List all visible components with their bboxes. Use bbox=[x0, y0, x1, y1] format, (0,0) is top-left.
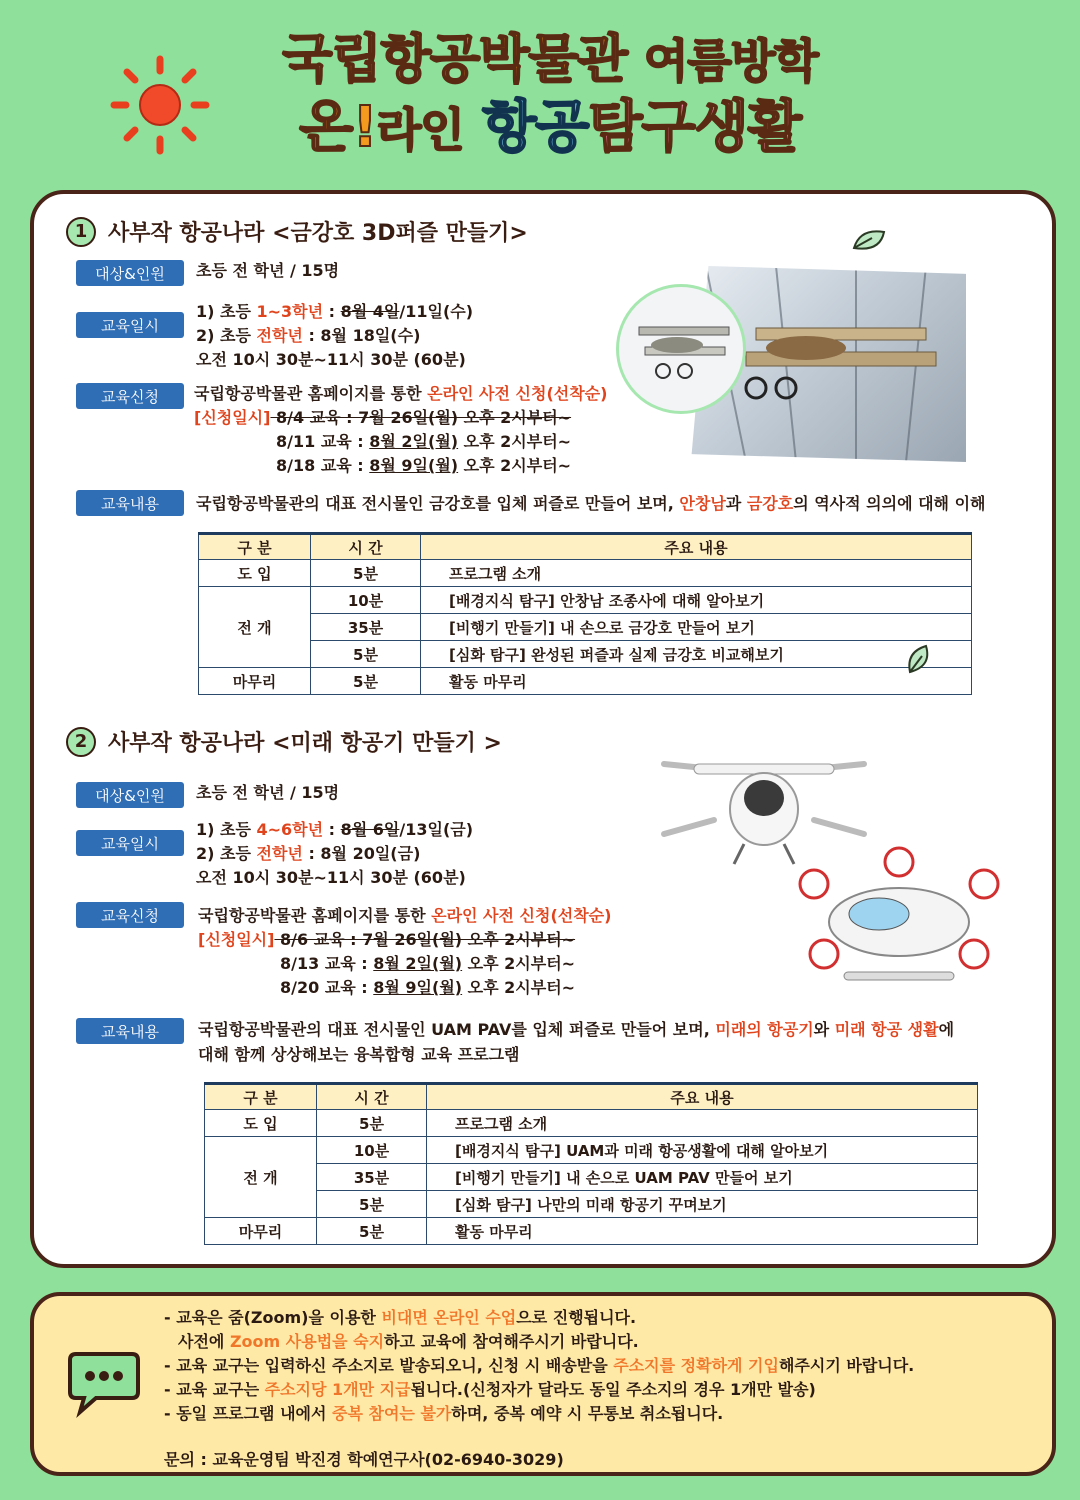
section1-schedule-table bbox=[198, 532, 972, 695]
s2-date1-c: : bbox=[323, 820, 341, 839]
s1-apply4-c: 오후 2시부터~ bbox=[458, 456, 572, 475]
section2-target: 초등 전 학년 / 15명 bbox=[196, 783, 340, 802]
s2-th-phase: 구 분 bbox=[205, 1084, 317, 1110]
notice-line-3 bbox=[164, 1354, 914, 1378]
section2-label-date: 교육일시 bbox=[76, 830, 184, 856]
section2-content-1 bbox=[198, 1018, 954, 1042]
s1-apply1-b: 온라인 사전 신청(선착순) bbox=[427, 384, 608, 403]
s1-apply3-b: 8월 2일(월) bbox=[369, 432, 459, 451]
s1-content-e: 의 역사적 의의에 대해 이해 bbox=[793, 494, 986, 513]
n5-b: 중복 참여는 불가 bbox=[332, 1404, 452, 1423]
s2-content-e: 에 bbox=[938, 1020, 955, 1039]
n2-a: 사전에 bbox=[178, 1332, 230, 1351]
section2-title bbox=[66, 726, 502, 757]
section2-apply-2 bbox=[198, 928, 575, 952]
title-line: 라인 bbox=[376, 103, 464, 157]
s1-r3-desc: [심화 탐구] 완성된 퍼즐과 실제 금강호 비교해보기 bbox=[421, 641, 972, 668]
s1-r4-time: 5분 bbox=[311, 668, 421, 695]
s1-date1-grade: 1~3학년 bbox=[256, 302, 324, 321]
notice-line-1 bbox=[164, 1306, 914, 1330]
table-row bbox=[205, 1218, 978, 1245]
s2-date1-grade: 4~6학년 bbox=[256, 820, 324, 839]
s2-apply1-b: 온라인 사전 신청(선착순) bbox=[431, 906, 612, 925]
title-exploration: 탐구생활 bbox=[588, 95, 801, 160]
notice-contact: 문의 : 교육운영팀 박진경 학예연구사(02-6940-3029) bbox=[164, 1450, 564, 1469]
s1-date2-grade: 전학년 bbox=[256, 326, 303, 345]
chat-bubble-icon bbox=[66, 1346, 142, 1422]
page-title bbox=[250, 28, 850, 165]
s2-date2-grade: 전학년 bbox=[256, 844, 303, 863]
n3-c: 해주시기 바랍니다. bbox=[778, 1356, 915, 1375]
section2-content-2: 대해 함께 상상해보는 융복합형 교육 프로그램 bbox=[198, 1045, 520, 1064]
s2-r0-time: 5분 bbox=[317, 1110, 427, 1137]
table-row bbox=[205, 1164, 978, 1191]
s2-apply3-b: 8월 2일(월) bbox=[373, 954, 463, 973]
section2-date-1 bbox=[196, 818, 473, 842]
table-row bbox=[199, 614, 972, 641]
s1-date2-a: 2) 초등 bbox=[196, 326, 257, 345]
n1-c: 으로 진행됩니다. bbox=[516, 1308, 637, 1327]
s1-r3-time: 5분 bbox=[311, 641, 421, 668]
s2-r1-phase: 전 개 bbox=[205, 1137, 317, 1218]
s1-r1-time: 10분 bbox=[311, 587, 421, 614]
notice-lines bbox=[164, 1306, 914, 1472]
s2-r0-phase: 도 입 bbox=[205, 1110, 317, 1137]
section2-number: 2 bbox=[66, 727, 96, 757]
s2-apply2-b: 8/6 교육 : 7월 26일(월) 오후 2시부터~ bbox=[274, 930, 576, 949]
n1-a: - 교육은 줌(Zoom)을 이용한 bbox=[164, 1308, 382, 1327]
s1-apply3-a: 8/11 교육 : bbox=[276, 432, 370, 451]
notice-line-4 bbox=[164, 1378, 914, 1402]
title-summer: 여름방학 bbox=[643, 34, 818, 88]
section2-label-apply: 교육신청 bbox=[76, 902, 184, 928]
s2-apply4-a: 8/20 교육 : bbox=[280, 978, 374, 997]
pav-model-image bbox=[784, 844, 1014, 1004]
section1-date-1 bbox=[196, 300, 473, 324]
s2-apply3-a: 8/13 교육 : bbox=[280, 954, 374, 973]
n3-a: - 교육 교구는 입력하신 주소지로 발송되오니, 신청 시 배송받을 bbox=[164, 1356, 614, 1375]
title-on: 온! bbox=[299, 95, 377, 160]
s2-content-c: 와 bbox=[813, 1020, 835, 1039]
s1-r2-time: 35분 bbox=[311, 614, 421, 641]
leaf-icon bbox=[904, 642, 934, 676]
s1-th-phase: 구 분 bbox=[199, 534, 311, 560]
table-row bbox=[199, 587, 972, 614]
section1-target: 초등 전 학년 / 15명 bbox=[196, 261, 340, 280]
n4-c: 됩니다.(신청자가 달라도 동일 주소지의 경우 1개만 발송) bbox=[410, 1380, 816, 1399]
s1-apply4-b: 8월 9일(월) bbox=[369, 456, 459, 475]
sun-icon bbox=[110, 55, 210, 155]
notice-line-5 bbox=[164, 1402, 914, 1426]
s1-date1-cancelled: 8월 4일 bbox=[340, 302, 400, 321]
section2-apply-1 bbox=[198, 904, 611, 928]
s2-r2-desc: [비행기 만들기] 내 손으로 UAM PAV 만들어 보기 bbox=[427, 1164, 978, 1191]
s2-date2-c: : 8월 20일(금) bbox=[302, 844, 421, 863]
s2-content-b: 미래의 항공기 bbox=[715, 1020, 814, 1039]
s2-r4-time: 5분 bbox=[317, 1218, 427, 1245]
s2-th-time: 시 간 bbox=[317, 1084, 427, 1110]
leaf-icon bbox=[850, 226, 890, 256]
n1-b: 비대면 온라인 수업 bbox=[381, 1308, 517, 1327]
s1-date1-e: /11일(수) bbox=[399, 302, 474, 321]
s2-r1-desc: [배경지식 탐구] UAM과 미래 항공생활에 대해 알아보기 bbox=[427, 1137, 978, 1164]
s2-content-d: 미래 항공 생활 bbox=[834, 1020, 939, 1039]
title-museum: 국립항공박물관 bbox=[282, 30, 627, 90]
s2-apply4-c: 오후 2시부터~ bbox=[462, 978, 576, 997]
section1-title bbox=[66, 216, 528, 247]
s2-date1-a: 1) 초등 bbox=[196, 820, 257, 839]
s2-date1-e: /13일(금) bbox=[399, 820, 474, 839]
s2-r2-time: 35분 bbox=[317, 1164, 427, 1191]
s1-r4-phase: 마무리 bbox=[199, 668, 311, 695]
s2-r4-phase: 마무리 bbox=[205, 1218, 317, 1245]
s1-content-a: 국립항공박물관의 대표 전시물인 금강호를 입체 퍼즐로 만들어 보며, bbox=[196, 494, 680, 513]
n2-c: 하고 교육에 참여해주시기 바랍니다. bbox=[384, 1332, 639, 1351]
table-row bbox=[199, 641, 972, 668]
notice-line-2 bbox=[164, 1330, 914, 1354]
table-row bbox=[205, 1137, 978, 1164]
s2-th-desc: 주요 내용 bbox=[427, 1084, 978, 1110]
section1-title-text: 사부작 항공나라 <금강호 3D퍼즐 만들기> bbox=[108, 221, 528, 246]
s2-r0-desc: 프로그램 소개 bbox=[427, 1110, 978, 1137]
section2-label-target: 대상&인원 bbox=[76, 782, 184, 808]
biplane-model-bubble bbox=[616, 284, 746, 414]
s1-content-d: 금강호 bbox=[746, 494, 794, 513]
notice-box bbox=[30, 1292, 1056, 1476]
section2-label-content: 교육내용 bbox=[76, 1018, 184, 1044]
section1-number: 1 bbox=[66, 217, 96, 247]
section2-date-2 bbox=[196, 842, 420, 866]
s1-th-time: 시 간 bbox=[311, 534, 421, 560]
s2-date2-a: 2) 초등 bbox=[196, 844, 257, 863]
program-panel bbox=[30, 190, 1056, 1268]
section1-apply-4 bbox=[276, 454, 571, 478]
section1-label-apply: 교육신청 bbox=[76, 383, 184, 409]
s2-r1-time: 10분 bbox=[317, 1137, 427, 1164]
n2-b: Zoom 사용법을 숙지 bbox=[229, 1332, 385, 1351]
section1-label-target: 대상&인원 bbox=[76, 260, 184, 286]
s2-apply2-a: [신청일시] bbox=[198, 930, 275, 949]
s1-content-b: 안창남 bbox=[679, 494, 726, 513]
section2-title-text: 사부작 항공나라 <미래 항공기 만들기 > bbox=[108, 731, 502, 756]
section1-date-3: 오전 10시 30분~11시 30분 (60분) bbox=[196, 350, 466, 369]
title-aviation: 항공 bbox=[482, 95, 589, 160]
section1-apply-1 bbox=[194, 382, 607, 406]
s1-r4-desc: 활동 마무리 bbox=[421, 668, 972, 695]
s1-apply1-a: 국립항공박물관 홈페이지를 통한 bbox=[194, 384, 428, 403]
s2-r3-time: 5분 bbox=[317, 1191, 427, 1218]
s2-r4-desc: 활동 마무리 bbox=[427, 1218, 978, 1245]
section2-schedule-table bbox=[204, 1082, 978, 1245]
s2-content-a: 국립항공박물관의 대표 전시물인 UAM PAV를 입체 퍼즐로 만들어 보며, bbox=[198, 1020, 716, 1039]
s1-content-c: 과 bbox=[725, 494, 747, 513]
s2-date1-cancelled: 8월 6일 bbox=[340, 820, 400, 839]
table-row bbox=[205, 1110, 978, 1137]
n4-b: 주소지당 1개만 지급 bbox=[264, 1380, 411, 1399]
s1-r0-time: 5분 bbox=[311, 560, 421, 587]
s2-apply1-a: 국립항공박물관 홈페이지를 통한 bbox=[198, 906, 432, 925]
s1-r0-desc: 프로그램 소개 bbox=[421, 560, 972, 587]
s1-apply4-a: 8/18 교육 : bbox=[276, 456, 370, 475]
s1-r1-desc: [배경지식 탐구] 안창남 조종사에 대해 알아보기 bbox=[421, 587, 972, 614]
section1-label-date: 교육일시 bbox=[76, 312, 184, 338]
s1-apply2-b: 8/4 교육 : 7월 26일(월) 오후 2시부터~ bbox=[270, 408, 572, 427]
section1-date-2 bbox=[196, 324, 420, 348]
s1-r0-phase: 도 입 bbox=[199, 560, 311, 587]
section1-apply-2 bbox=[194, 406, 571, 430]
s1-r2-desc: [비행기 만들기] 내 손으로 금강호 만들어 보기 bbox=[421, 614, 972, 641]
s1-th-desc: 주요 내용 bbox=[421, 534, 972, 560]
s1-apply2-a: [신청일시] bbox=[194, 408, 271, 427]
s1-r1-phase: 전 개 bbox=[199, 587, 311, 668]
section1-content bbox=[196, 492, 986, 516]
s1-date2-c: : 8월 18일(수) bbox=[302, 326, 421, 345]
n5-a: - 동일 프로그램 내에서 bbox=[164, 1404, 333, 1423]
table-row bbox=[199, 668, 972, 695]
n5-c: 하며, 중복 예약 시 무통보 취소됩니다. bbox=[451, 1404, 724, 1423]
s1-apply3-c: 오후 2시부터~ bbox=[458, 432, 572, 451]
n3-b: 주소지를 정확하게 기입 bbox=[613, 1356, 779, 1375]
section1-label-content: 교육내용 bbox=[76, 490, 184, 516]
n4-a: - 교육 교구는 bbox=[164, 1380, 265, 1399]
section2-apply-4 bbox=[280, 976, 575, 1000]
section1-apply-3 bbox=[276, 430, 571, 454]
table-row bbox=[199, 560, 972, 587]
s2-apply4-b: 8월 9일(월) bbox=[373, 978, 463, 997]
s1-date1-a: 1) 초등 bbox=[196, 302, 257, 321]
section2-date-3: 오전 10시 30분~11시 30분 (60분) bbox=[196, 868, 466, 887]
section2-apply-3 bbox=[280, 952, 575, 976]
table-row bbox=[205, 1191, 978, 1218]
s1-date1-c: : bbox=[323, 302, 341, 321]
s2-apply3-c: 오후 2시부터~ bbox=[462, 954, 576, 973]
s2-r3-desc: [심화 탐구] 나만의 미래 항공기 꾸며보기 bbox=[427, 1191, 978, 1218]
